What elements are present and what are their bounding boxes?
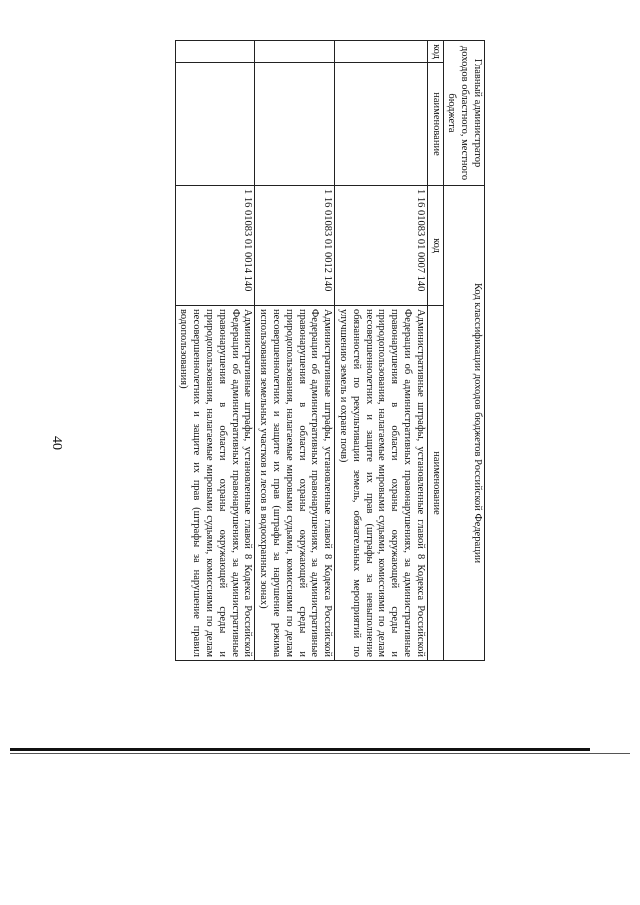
table-header-row-group (443, 41, 484, 661)
budget-name-cell: Административные штрафы, установленные главой 8 Кодекса Российской Федерации об административных правонарушениях, за административные правонарушения в области охраны окружающей среды и природопользования, налагаемые мировыми судьями, комиссиями по делам несовершеннолетних и защите их прав (штрафы за нарушение режима использования земельных участков и лесов в водоохранных зонах) (255, 306, 335, 661)
budget-group-header: Код классификации доходов бюджетов Российской Федерации (443, 186, 484, 661)
budget-name-cell: Административные штрафы, установленные главой 8 Кодекса Российской Федерации об административных правонарушениях, за административные правонарушения в области охраны окружающей среды и природопользования, налагаемые мировыми судьями, комиссиями по делам несовершеннолетних и защите их прав (штрафы за нарушение правил водопользования) (175, 306, 255, 661)
admin-code-cell (255, 41, 335, 63)
budget-code-cell: 1 16 01083 01 0007 140 (335, 186, 428, 306)
budget-code-cell: 1 16 01083 01 0014 140 (175, 186, 255, 306)
budget-code-cell: 1 16 01083 01 0012 140 (255, 186, 335, 306)
budget-name-cell: Административные штрафы, установленные главой 8 Кодекса Российской Федерации об административных правонарушениях, за административные правонарушения в области охраны окружающей среды и природопользования, налагаемые мировыми судьями, комиссиями по делам несовершеннолетних и защите их прав (штрафы за невыполнение обязанностей по рекультивации земель, обязательных мероприятий по улучшению земель и охране почв) (335, 306, 428, 661)
table-row (335, 41, 428, 661)
budget-code-header: код (427, 186, 443, 306)
admin-name-cell (335, 63, 428, 186)
admin-name-cell (175, 63, 255, 186)
rotated-table-region (95, 40, 485, 660)
page-number: 40 (49, 436, 64, 450)
table-row (175, 41, 255, 661)
admin-group-header: Главный администратор доходов областного, местного бюджета (443, 41, 484, 186)
admin-code-header: код (427, 41, 443, 63)
rotated-table-frame (95, 40, 485, 660)
revenue-classification-table (175, 40, 485, 661)
budget-name-header: наименование (427, 306, 443, 661)
footer-rule-thin (10, 753, 630, 754)
admin-name-header: наименование (427, 63, 443, 186)
footer-rule-thick (10, 748, 590, 751)
admin-name-cell (255, 63, 335, 186)
table-header-row-columns (427, 41, 443, 661)
admin-code-cell (335, 41, 428, 63)
table-row (255, 41, 335, 661)
admin-code-cell (175, 41, 255, 63)
